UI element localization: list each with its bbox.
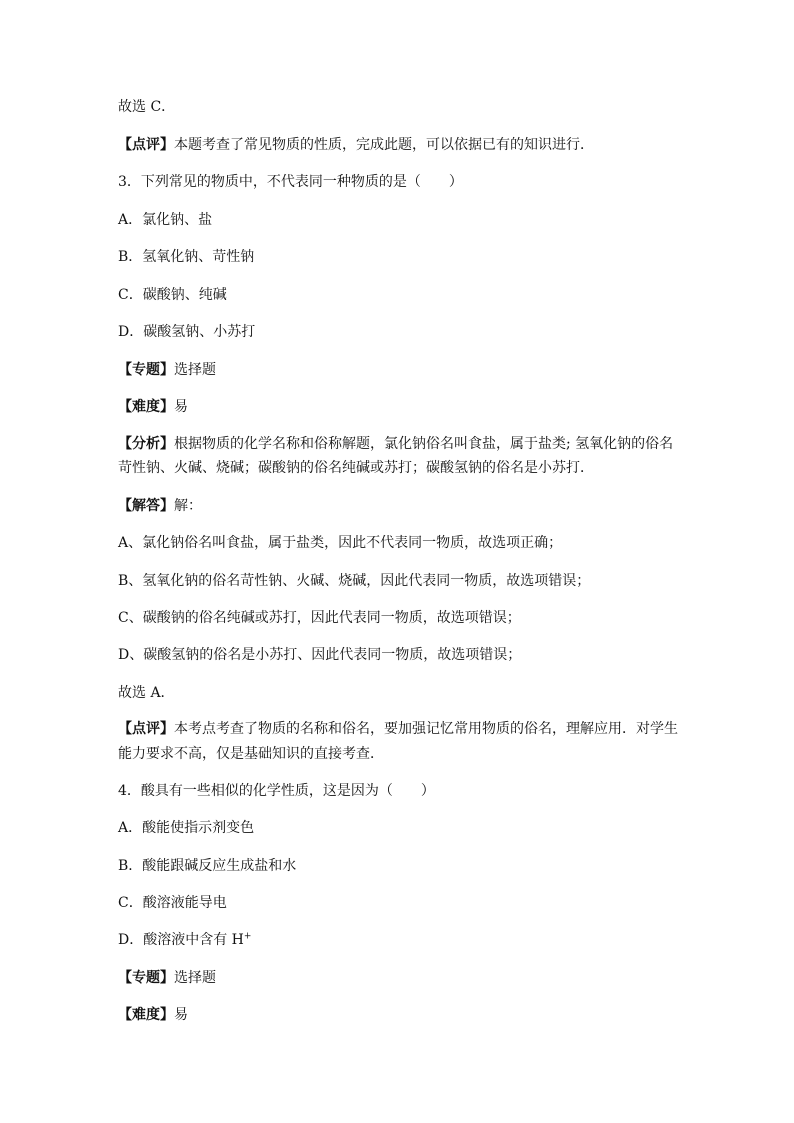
comment-line: 【点评】本题考查了常见物质的性质，完成此题，可以依据已有的知识进行． bbox=[118, 137, 594, 153]
solution-d: D、碳酸氢钠的俗名是小苏打、因此代表同一物质，故选项错误； bbox=[118, 647, 522, 663]
solution-line: 【解答】解： bbox=[118, 498, 202, 514]
solution-tag: 【解答】 bbox=[118, 498, 174, 514]
solution-b: B、氢氧化钠的俗名苛性钠、火碱、烧碱，因此代表同一物质，故选项错误； bbox=[118, 573, 591, 589]
option-d: D．碳酸氢钠、小苏打 bbox=[118, 324, 256, 340]
difficulty-tag: 【难度】 bbox=[118, 399, 174, 415]
difficulty-line-2: 【难度】易 bbox=[118, 1007, 188, 1023]
option-c-q4: C．酸溶液能导电 bbox=[118, 895, 227, 911]
option-b: B．氢氧化钠、苛性钠 bbox=[118, 249, 255, 265]
question-4: 4．酸具有一些相似的化学性质，这是因为（ ） bbox=[118, 783, 435, 799]
comment-tag: 【点评】 bbox=[118, 721, 174, 737]
option-b-q4: B．酸能跟碱反应生成盐和水 bbox=[118, 858, 297, 874]
topic-tag: 【专题】 bbox=[118, 362, 174, 378]
analysis-line-2: 苛性钠、火碱、烧碱；碳酸钠的俗名纯碱或苏打；碳酸氢钠的俗名是小苏打． bbox=[118, 460, 594, 476]
comment-line-2b: 能力要求不高，仅是基础知识的直接考查． bbox=[118, 746, 384, 762]
difficulty-tag: 【难度】 bbox=[118, 1007, 174, 1023]
question-3: 3．下列常见的物质中，不代表同一种物质的是（ ） bbox=[118, 174, 463, 190]
comment-tag: 【点评】 bbox=[118, 137, 174, 153]
answer-choice-c: 故选 C． bbox=[118, 99, 176, 115]
topic-line: 【专题】选择题 bbox=[118, 362, 216, 378]
difficulty-line: 【难度】易 bbox=[118, 399, 188, 415]
superscript-plus: + bbox=[243, 931, 252, 942]
solution-a: A、氯化钠俗名叫食盐，属于盐类，因此不代表同一物质，故选项正确； bbox=[118, 535, 563, 551]
solution-c: C、碳酸钠的俗名纯碱或苏打，因此代表同一物质，故选项错误； bbox=[118, 610, 521, 626]
answer-choice-a: 故选 A． bbox=[118, 685, 175, 701]
option-a-q4: A．酸能使指示剂变色 bbox=[118, 820, 255, 836]
topic-tag: 【专题】 bbox=[118, 970, 174, 986]
analysis-line-1: 【分析】根据物质的化学名称和俗称解题，氯化钠俗名叫食盐，属于盐类; 氢氧化钠的俗名 bbox=[118, 436, 674, 452]
analysis-tag: 【分析】 bbox=[118, 436, 174, 452]
comment-line-2a: 【点评】本考点考查了物质的名称和俗名，要加强记忆常用物质的俗名，理解应用．对学生 bbox=[118, 721, 678, 737]
option-a: A．氯化钠、盐 bbox=[118, 212, 213, 228]
option-c: C．碳酸钠、纯碱 bbox=[118, 287, 227, 303]
option-d-q4: D．酸溶液中含有 H+ bbox=[118, 931, 252, 948]
topic-line-2: 【专题】选择题 bbox=[118, 970, 216, 986]
